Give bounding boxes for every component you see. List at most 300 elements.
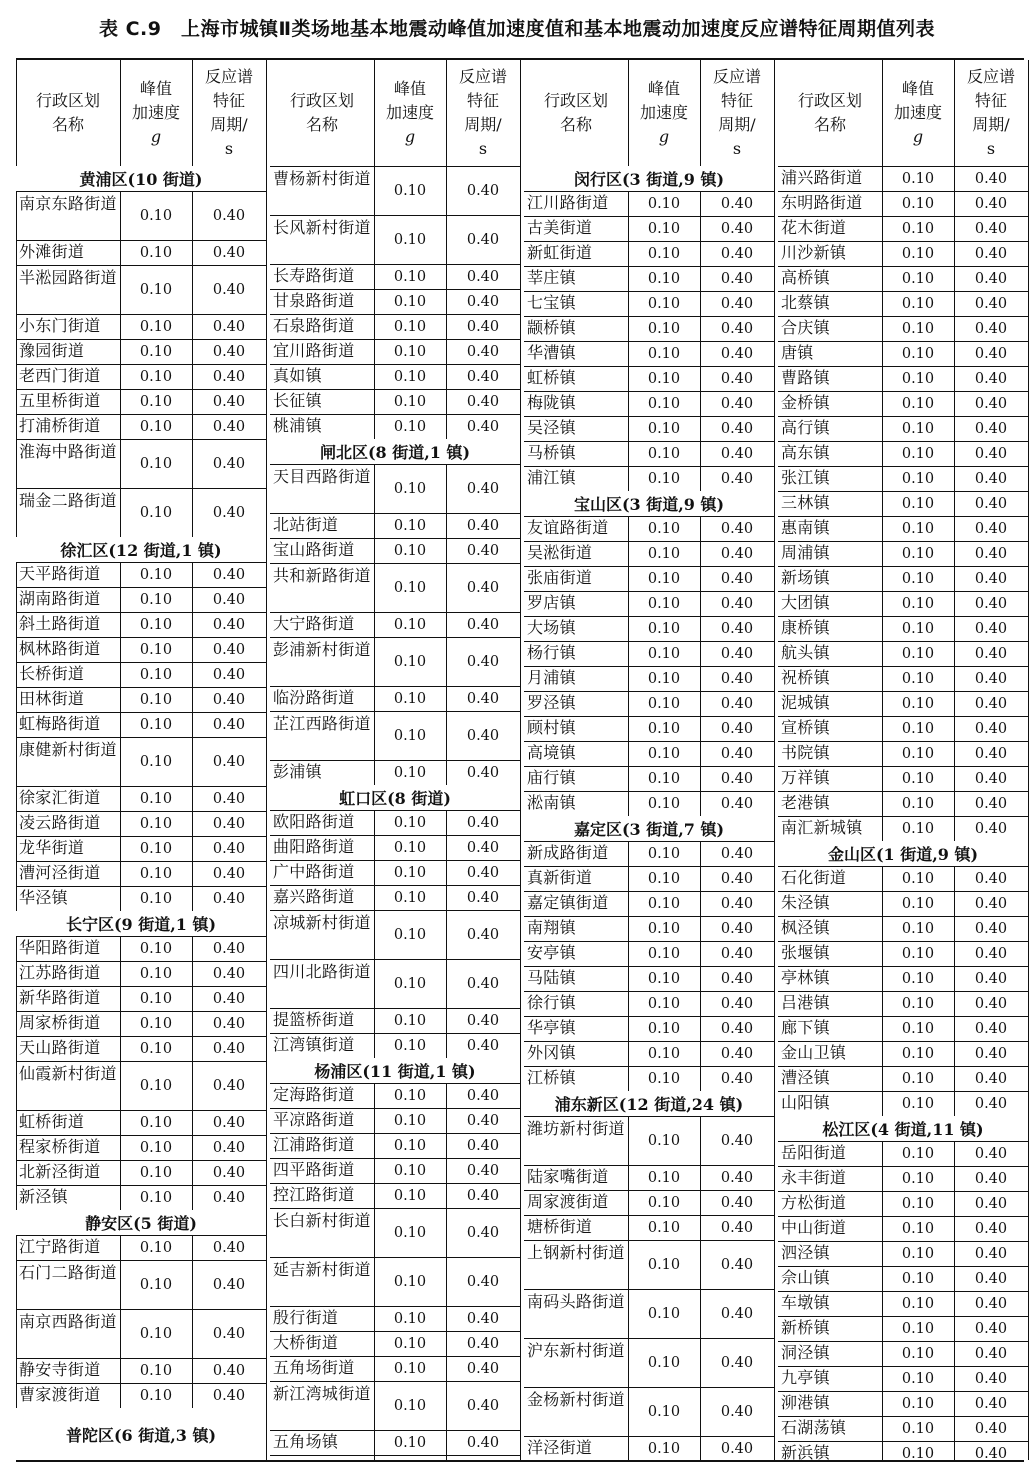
period-value: 0.40 [720,1045,754,1062]
table-row [270,1331,520,1357]
table-row [16,637,266,663]
table-row [778,591,1028,617]
table-row [778,1041,1028,1067]
pga-value: 0.10 [139,890,173,907]
district-name: 天目西路街道 [273,467,371,486]
period-value: 0.40 [466,1137,500,1154]
header-period-line: 周期/ [972,115,1010,134]
pga-value: 0.10 [901,445,935,462]
district-name: 梅陇镇 [527,393,576,412]
table-row [524,516,774,542]
period-value: 0.40 [212,244,246,261]
table-edge [520,60,521,1460]
period-value: 0.40 [212,990,246,1007]
pga-value: 0.10 [901,1045,935,1062]
district-name: 四川北路街道 [273,962,371,981]
pga-value: 0.10 [901,595,935,612]
period-value: 0.40 [212,368,246,385]
district-name: 洞泾镇 [781,1343,830,1362]
district-name: 五角场街道 [273,1358,355,1377]
district-name: 车墩镇 [781,1293,830,1312]
pga-value: 0.10 [139,666,173,683]
district-name: 金杨新村街道 [527,1390,625,1409]
pga-value: 0.10 [139,591,173,608]
table-row [778,1016,1028,1042]
district-name: 彭浦新村街道 [273,640,371,659]
period-value: 0.40 [974,620,1008,637]
pga-value: 0.10 [647,1070,681,1087]
period-value: 0.40 [212,940,246,957]
district-name: 高境镇 [527,743,576,762]
table-row [524,1215,774,1241]
period-value: 0.40 [720,270,754,287]
district-name: 提篮桥街道 [273,1010,355,1029]
table-row [778,441,1028,467]
district-name: 漕泾镇 [781,1068,830,1087]
table-row [270,464,520,514]
table-row [270,1430,520,1456]
pga-value: 0.10 [139,815,173,832]
period-value: 0.40 [974,1370,1008,1387]
period-value: 0.40 [466,1224,500,1241]
pga-value: 0.10 [393,1360,427,1377]
pga-value: 0.10 [901,1370,935,1387]
header-pga [120,60,192,166]
period-value: 0.40 [466,1310,500,1327]
table-row [16,191,266,241]
table-row [524,241,774,267]
district-name: 书院镇 [781,743,830,762]
pga-value: 0.10 [901,745,935,762]
period-value: 0.40 [720,370,754,387]
period-value: 0.40 [720,1070,754,1087]
pga-value: 0.10 [393,268,427,285]
period-value: 0.40 [974,195,1008,212]
seismic-parameter-table [16,58,1024,1462]
district-name: 新桥镇 [781,1318,830,1337]
district-name: 半淞园路街道 [19,268,117,287]
period-value: 0.40 [212,1276,246,1293]
table-row [778,191,1028,217]
pga-value: 0.10 [139,790,173,807]
district-name: 石化街道 [781,868,847,887]
district-name: 祝桥镇 [781,668,830,687]
table-row [270,513,520,539]
district-name: 康健新村街道 [19,740,117,759]
pga-value: 0.10 [647,795,681,812]
table-row [16,961,266,987]
table-row [270,885,520,911]
district-name: 张堰镇 [781,943,830,962]
period-value: 0.40 [212,616,246,633]
table-row [16,414,266,440]
table-row [16,1061,266,1111]
period-value: 0.40 [974,1445,1008,1462]
district-name: 徐行镇 [527,993,576,1012]
period-value: 0.40 [974,970,1008,987]
district-name: 殷行街道 [273,1308,339,1327]
table-row [270,1183,520,1209]
district-name: 龙华街道 [19,838,85,857]
header-pga-line: 峰值 [139,79,172,98]
district-name: 南京东路街道 [19,194,117,213]
header-period [700,60,774,166]
period-value: 0.40 [720,1169,754,1186]
header-pga [374,60,446,166]
header-pga-line: g [404,127,416,146]
header-name-line: 行政区划 [797,91,862,110]
pga-value: 0.10 [901,995,935,1012]
table-row [778,1141,1028,1167]
district-name: 北蔡镇 [781,293,830,312]
district-name: 外滩街道 [19,242,85,261]
period-value: 0.40 [974,1395,1008,1412]
period-value: 0.40 [212,1362,246,1379]
district-name: 老西门街道 [19,366,101,385]
district-name: 大桥街道 [273,1333,339,1352]
header-name [524,60,628,166]
pga-value: 0.10 [139,504,173,521]
pga-value: 0.10 [139,343,173,360]
table-row [524,1016,774,1042]
table-row [16,1260,266,1310]
table-row [270,1083,520,1109]
period-value: 0.40 [212,1189,246,1206]
period-value: 0.40 [212,666,246,683]
district-name: 陆家嘴街道 [527,1167,609,1186]
district-header: 杨浦区(11 街道,1 镇) [270,1058,520,1084]
period-value: 0.40 [974,1345,1008,1362]
pga-value: 0.10 [393,1187,427,1204]
table-row [16,712,266,738]
pga-value: 0.10 [647,445,681,462]
pga-value: 0.10 [393,343,427,360]
pga-value: 0.10 [901,920,935,937]
pga-value: 0.10 [647,270,681,287]
table-row [778,391,1028,417]
district-name: 瑞金二路街道 [19,491,117,510]
table-row [16,314,266,340]
table-row [778,516,1028,542]
period-value: 0.40 [974,1245,1008,1262]
district-header: 金山区(1 街道,9 镇) [778,841,1028,867]
district-name: 马陆镇 [527,968,576,987]
district-name: 甘泉路街道 [273,291,355,310]
district-name: 廊下镇 [781,1018,830,1037]
pga-value: 0.10 [901,495,935,512]
table-row [16,1309,266,1359]
pga-value: 0.10 [139,1015,173,1032]
district-name: 新泾镇 [19,1187,68,1206]
pga-value: 0.10 [393,579,427,596]
table-row [524,566,774,592]
pga-value: 0.10 [393,517,427,534]
table-row [524,1116,774,1166]
header-period-line: 特征 [720,91,753,110]
district-name: 新华路街道 [19,988,101,1007]
period-value: 0.40 [212,890,246,907]
table-row [270,612,520,638]
header-pga-line: 加速度 [639,103,688,122]
table-row [16,936,266,962]
table-row [270,1381,520,1431]
district-name: 塘桥街道 [527,1217,593,1236]
pga-value: 0.10 [393,616,427,633]
pga-value: 0.10 [647,920,681,937]
table-row [16,986,266,1012]
period-value: 0.40 [212,343,246,360]
district-name: 颛桥镇 [527,318,576,337]
period-value: 0.40 [212,753,246,770]
period-value: 0.40 [974,645,1008,662]
period-value: 0.40 [720,570,754,587]
period-value: 0.40 [974,1195,1008,1212]
district-name: 曹路镇 [781,368,830,387]
pga-value: 0.10 [901,1445,935,1462]
table-row [778,491,1028,517]
district-name: 周浦镇 [781,543,830,562]
pga-value: 0.10 [647,295,681,312]
table-row [270,760,520,786]
period-value: 0.40 [720,945,754,962]
table-row [16,339,266,365]
district-name: 高行镇 [781,418,830,437]
table-row [524,1436,774,1461]
table-row [778,816,1028,842]
period-value: 0.40 [974,395,1008,412]
table-row [270,538,520,564]
period-value: 0.40 [974,870,1008,887]
table-row [778,666,1028,692]
district-name: 石湖荡镇 [781,1418,847,1437]
header-name-line: 行政区划 [35,91,100,110]
table-row [270,389,520,415]
pga-value: 0.10 [901,470,935,487]
pga-value: 0.10 [901,1095,935,1112]
district-name: 朱泾镇 [781,893,830,912]
period-value: 0.40 [212,566,246,583]
pga-value: 0.10 [647,1305,681,1322]
header-period-line: s [478,139,488,158]
table-row [524,366,774,392]
district-header: 普陀区(6 街道,3 镇) [16,1408,266,1460]
table-row [524,1387,774,1437]
table-row [778,216,1028,242]
district-name: 静安寺街道 [19,1360,101,1379]
district-header: 长宁区(9 街道,1 镇) [16,911,266,937]
period-value: 0.40 [466,418,500,435]
pga-value: 0.10 [647,570,681,587]
district-name: 虹桥镇 [527,368,576,387]
period-value: 0.40 [974,220,1008,237]
pga-value: 0.10 [647,645,681,662]
district-name: 张庙街道 [527,568,593,587]
pga-value: 0.10 [647,695,681,712]
district-name: 潍坊新村街道 [527,1119,625,1138]
table-row [270,835,520,861]
district-name: 定海路街道 [273,1085,355,1104]
period-value: 0.40 [466,1273,500,1290]
table-row [778,241,1028,267]
pga-value: 0.10 [647,670,681,687]
table-row [270,1257,520,1307]
period-value: 0.40 [466,393,500,410]
period-value: 0.40 [720,1194,754,1211]
table-row [524,716,774,742]
table-row [778,991,1028,1017]
district-name: 康桥镇 [781,618,830,637]
pga-value: 0.10 [139,865,173,882]
header-pga-line: 峰值 [901,79,934,98]
table-row [524,1338,774,1388]
period-value: 0.40 [720,1354,754,1371]
table-row [270,1008,520,1034]
table-row [778,766,1028,792]
district-header: 闵行区(3 街道,9 镇) [524,166,774,192]
period-value: 0.40 [974,1020,1008,1037]
pga-value: 0.10 [901,620,935,637]
pga-value: 0.10 [393,975,427,992]
district-name: 佘山镇 [781,1268,830,1287]
district-name: 万祥镇 [781,768,830,787]
district-name: 安亭镇 [527,943,576,962]
period-value: 0.40 [466,764,500,781]
period-value: 0.40 [212,1139,246,1156]
table-row [524,791,774,817]
pga-value: 0.10 [901,395,935,412]
table-row [524,291,774,317]
district-name: 嘉兴路街道 [273,887,355,906]
table-row [524,191,774,217]
table-row [16,1383,266,1409]
table-row [16,811,266,837]
table-row [524,916,774,942]
table-row [16,1358,266,1384]
pga-value: 0.10 [901,1170,935,1187]
period-value: 0.40 [212,1077,246,1094]
district-header: 宝山区(3 街道,9 镇) [524,491,774,517]
pga-value: 0.10 [901,1020,935,1037]
pga-value: 0.10 [393,926,427,943]
pga-value: 0.10 [647,420,681,437]
period-value: 0.40 [466,231,500,248]
table-row [16,1185,266,1211]
period-value: 0.40 [720,645,754,662]
district-name: 南汇新城镇 [781,818,863,837]
pga-value: 0.10 [139,753,173,770]
pga-value: 0.10 [901,970,935,987]
pga-value: 0.10 [139,965,173,982]
period-value: 0.40 [466,1012,500,1029]
district-name: 南翔镇 [527,918,576,937]
pga-value: 0.10 [393,1397,427,1414]
table-row [270,364,520,390]
header-name-line: 行政区划 [543,91,608,110]
header-name-line: 行政区划 [289,91,354,110]
period-value: 0.40 [974,470,1008,487]
period-value: 0.40 [466,1162,500,1179]
table-row [778,891,1028,917]
pga-value: 0.10 [901,1320,935,1337]
district-name: 三林镇 [781,493,830,512]
period-value: 0.40 [974,945,1008,962]
table-row [524,1240,774,1290]
pga-value: 0.10 [139,1189,173,1206]
table-row [524,841,774,867]
pga-value: 0.10 [393,418,427,435]
pga-value: 0.10 [139,1077,173,1094]
table-row [16,662,266,688]
district-name: 仙霞新村街道 [19,1064,117,1083]
table-row [778,541,1028,567]
pga-value: 0.10 [139,207,173,224]
table-row [16,562,266,588]
header-period-line: s [732,139,742,158]
table-row [524,766,774,792]
table-row [16,240,266,266]
period-value: 0.40 [212,1040,246,1057]
pga-value: 0.10 [901,820,935,837]
pga-value: 0.10 [901,195,935,212]
pga-value: 0.10 [647,870,681,887]
pga-value: 0.10 [901,520,935,537]
district-name: 江浦路街道 [273,1135,355,1154]
period-value: 0.40 [720,245,754,262]
pga-value: 0.10 [139,1164,173,1181]
period-value: 0.40 [974,1420,1008,1437]
period-value: 0.40 [720,320,754,337]
table-row [524,641,774,667]
period-value: 0.40 [720,995,754,1012]
district-name: 凉城新村街道 [273,913,371,932]
district-name: 天山路街道 [19,1038,101,1057]
table-row [524,866,774,892]
district-name: 川沙新镇 [781,243,847,262]
period-value: 0.40 [974,745,1008,762]
district-name: 吕港镇 [781,993,830,1012]
pga-value: 0.10 [647,845,681,862]
district-name: 南码头路街道 [527,1292,625,1311]
pga-value: 0.10 [901,545,935,562]
period-value: 0.40 [720,795,754,812]
district-name: 周家桥街道 [19,1013,101,1032]
period-value: 0.40 [974,595,1008,612]
period-value: 0.40 [212,418,246,435]
pga-value: 0.10 [393,1162,427,1179]
table-row [524,1041,774,1067]
period-value: 0.40 [466,343,500,360]
period-value: 0.40 [466,889,500,906]
table-column-group [270,60,520,1460]
period-value: 0.40 [720,695,754,712]
table-row [524,391,774,417]
header-pga-line: 加速度 [893,103,942,122]
period-value: 0.40 [212,1164,246,1181]
pga-value: 0.10 [901,895,935,912]
table-row [270,711,520,761]
pga-value: 0.10 [901,1295,935,1312]
table-row [778,1416,1028,1442]
table-row [524,216,774,242]
header-period-line: 周期/ [718,115,756,134]
table-row [16,439,266,489]
district-name: 新场镇 [781,568,830,587]
pga-value: 0.10 [901,270,935,287]
period-value: 0.40 [720,745,754,762]
pga-value: 0.10 [647,970,681,987]
period-value: 0.40 [466,864,500,881]
period-value: 0.40 [974,1220,1008,1237]
